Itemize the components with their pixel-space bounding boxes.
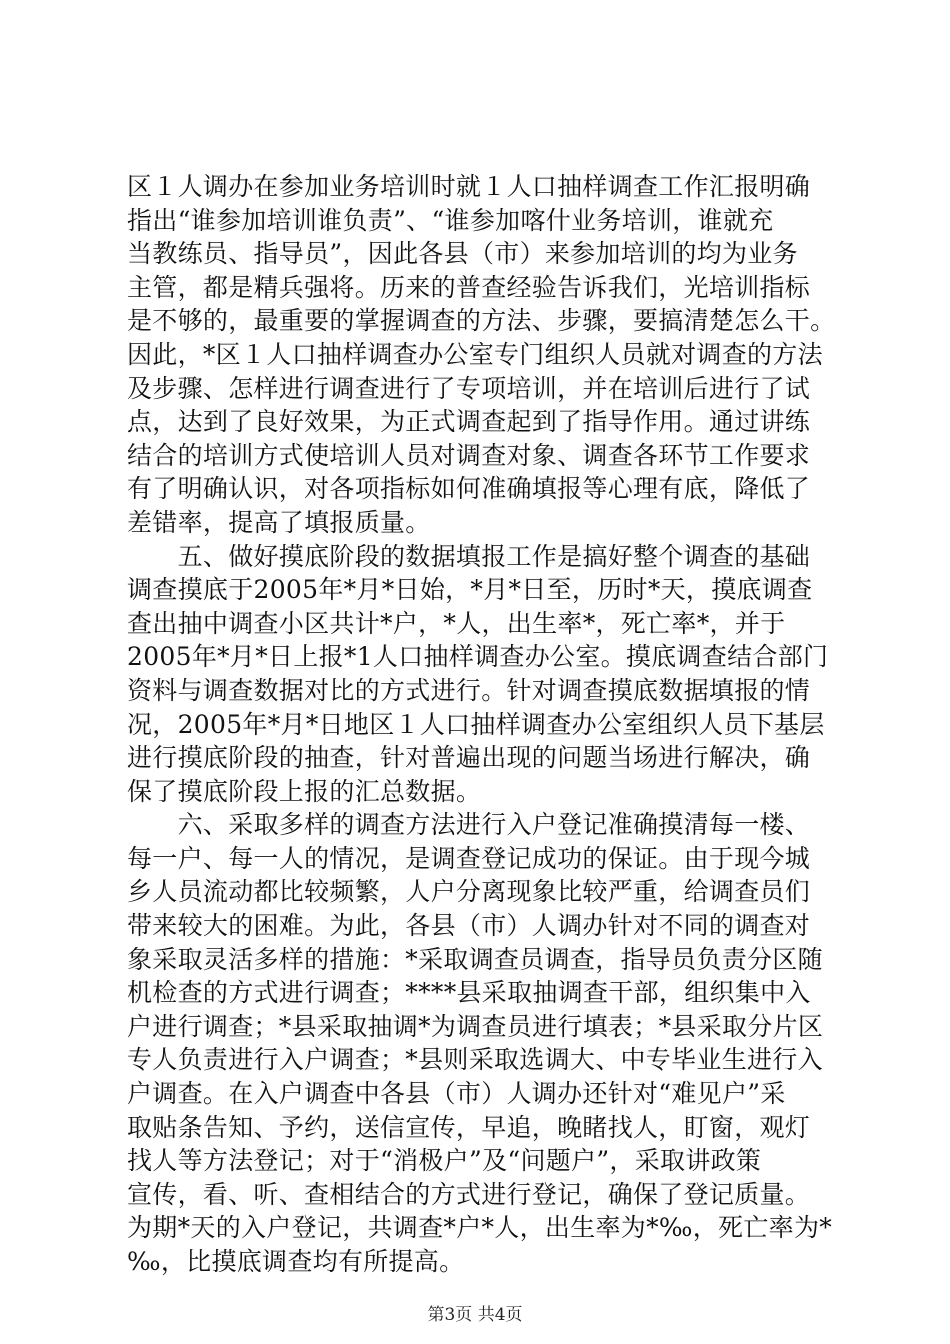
section-heading-line: 五、做好摸底阶段的数据填报工作是搞好整个调查的基础	[127, 541, 811, 571]
text-line: 资料与调查数据对比的方式进行。针对调查摸底数据填报的情	[127, 675, 811, 705]
text-line: 机检查的方式进行调查；****县采取抽调查干部，组织集中入	[127, 978, 811, 1008]
text-line: 进行摸底阶段的抽查，针对普遍出现的问题当场进行解决，确	[127, 743, 811, 773]
text-line: 因此，*区１人口抽样调查办公室专门组织人员就对调查的方法	[127, 339, 823, 369]
page-number-footer: 第3页 共4页	[427, 1305, 523, 1325]
text-line: 每一户、每一人的情况，是调查登记成功的保证。由于现今城	[127, 843, 811, 873]
text-line: 指出“谁参加培训谁负责”、“谁参加喀什业务培训，谁就充	[127, 205, 774, 235]
body-text	[127, 170, 857, 1279]
text-line: 调查摸底于2005年*月*日始，*月*日至，历时*天，摸底调查	[127, 575, 813, 605]
text-line: 有了明确认识，对各项指标如何准确填报等心理有底，降低了	[127, 474, 811, 504]
text-line: 况，2005年*月*日地区１人口抽样调查办公室组织人员下基层	[127, 709, 825, 739]
text-line: 当教练员、指导员”，因此各县（市）来参加培训的均为业务	[127, 239, 798, 269]
text-line: 结合的培训方式使培训人员对调查对象、调查各环节工作要求	[127, 440, 811, 470]
text-line: 户调查。在入户调查中各县（市）人调办还针对“难见户”采	[127, 1079, 786, 1109]
text-line: 取贴条告知、予约，送信宣传，早追，晚睹找人，盯窗，观灯	[127, 1112, 811, 1142]
text-line: 及步骤、怎样进行调查进行了专项培训，并在培训后进行了试	[127, 373, 811, 403]
text-line: 专人负责进行入户调查；*县则采取选调大、中专毕业生进行入	[127, 1045, 823, 1075]
text-line: 找人等方法登记；对于“消极户”及“问题户”，采取讲政策	[127, 1146, 762, 1176]
text-line: 是不够的，最重要的掌握调查的方法、步骤，要搞清楚怎么干。	[127, 306, 836, 336]
text-line: 象采取灵活多样的措施：*采取调查员调查，指导员负责分区随	[127, 944, 823, 974]
text-line: 点，达到了良好效果，为正式调查起到了指导作用。通过讲练	[127, 407, 811, 437]
text-line: 主管，都是精兵强将。历来的普查经验告诉我们，光培训指标	[127, 272, 811, 302]
text-line: 乡人员流动都比较频繁，人户分离现象比较严重，给调查员们	[127, 877, 811, 907]
text-line: 户进行调查；*县采取抽调*为调查员进行填表；*县采取分片区	[127, 1011, 824, 1041]
text-line: ‰，比摸底调查均有所提高。	[127, 1247, 465, 1276]
text-line: 2005年*月*日上报*1人口抽样调查办公室。摸底调查结合部门	[127, 642, 829, 672]
text-line: 保了摸底阶段上报的汇总数据。	[127, 776, 482, 806]
section-heading-line: 六、采取多样的调查方法进行入户登记准确摸清每一楼、	[127, 810, 811, 840]
text-line: 带来较大的困难。为此，各县（市）人调办针对不同的调查对	[127, 911, 811, 941]
text-line: 查出抽中调查小区共计*户，*人，出生率*，死亡率*，并于	[127, 608, 786, 638]
text-line: 区１人调办在参加业务培训时就１人口抽样调查工作汇报明确	[127, 172, 811, 201]
text-line: 宣传，看、听、查相结合的方式进行登记，确保了登记质量。	[127, 1179, 811, 1209]
text-line: 为期*天的入户登记，共调查*户*人，出生率为*‰，死亡率为*	[127, 1213, 833, 1243]
text-line: 差错率，提高了填报质量。	[127, 507, 431, 537]
